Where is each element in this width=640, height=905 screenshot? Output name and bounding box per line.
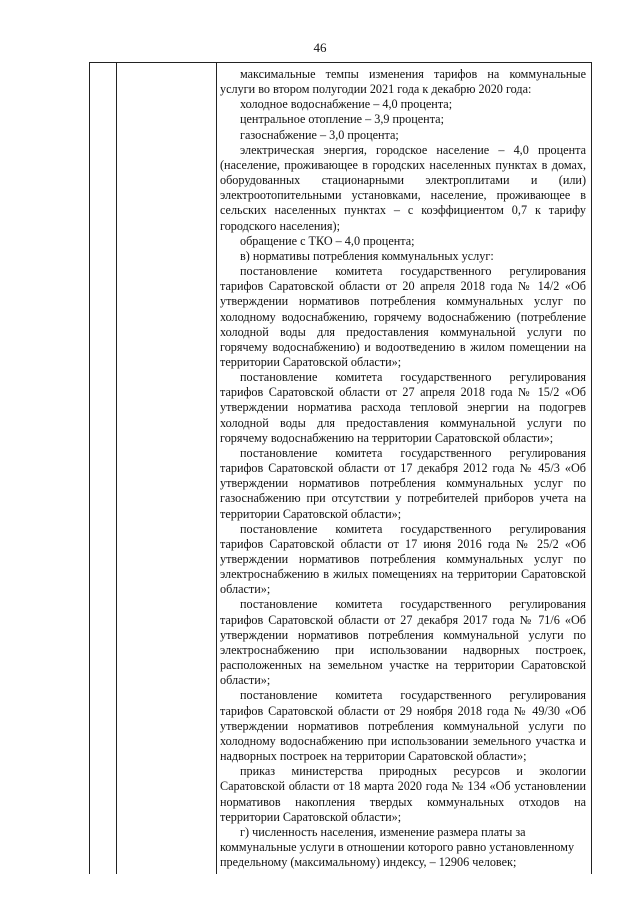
paragraph: в) нормативы потребления коммунальных услуг: bbox=[240, 248, 494, 263]
paragraph: постановление комитета государственного регулирования тарифов Саратовской области от 20 апреля 2018 года № 14/2 «Об утверждении нормативов потребления коммунальных услуг по холодному водоснабжению, горячему водоснабжению (потребление холодной воды для предоставления коммунальной услуги по горячему водоснабжению) и водоотведению в жилом помещении на территории Саратовской области»; bbox=[220, 264, 586, 369]
paragraph: газоснабжение – 3,0 процента; bbox=[240, 127, 399, 142]
paragraph: г) численность населения, изменение размера платы за коммунальные услуги в отношении которого равно установленному предельному (максимальному) индексу, – 12906 человек; bbox=[220, 824, 575, 870]
paragraph: постановление комитета государственного регулирования тарифов Саратовской области от 17 июня 2016 года № 25/2 «Об утверждении нормативов потребления коммунальных услуг по электроснабжению в жилых помещениях на территории Саратовской области»; bbox=[220, 521, 586, 597]
table-column-divider bbox=[116, 63, 117, 874]
paragraph: постановление комитета государственного регулирования тарифов Саратовской области от 17 декабря 2012 года № 45/3 «Об утверждении нормативов потребления коммунальных услуг по газоснабжению при отсутствии у потребителей приборов учета на территории Саратовской области»; bbox=[220, 445, 586, 521]
paragraph: центральное отопление – 3,9 процента; bbox=[240, 112, 444, 127]
paragraph: максимальные темпы изменения тарифов на коммунальные услуги во втором полугодии 2021 года к декабрю 2020 года: bbox=[220, 67, 586, 97]
table-column-divider bbox=[216, 63, 217, 874]
paragraph: холодное водоснабжение – 4,0 процента; bbox=[240, 97, 453, 112]
paragraph: постановление комитета государственного регулирования тарифов Саратовской области от 27 апреля 2018 года № 15/2 «Об утверждении норматива расхода тепловой энергии на подогрев холодной воды для предоставления коммунальной услуги по горячему водоснабжению на территории Саратовской области»; bbox=[220, 370, 586, 445]
paragraph: постановление комитета государственного регулирования тарифов Саратовской области от 29 ноября 2018 года № 49/30 «Об утверждении нормативов потребления коммунальной услуги по холодному водоснабжению при использовании земельного участка и надворных построек на территории Саратовской области»; bbox=[220, 688, 586, 764]
table-cell-text bbox=[220, 67, 586, 870]
paragraph: приказ министерства природных ресурсов и экологии Саратовской области от 18 марта 2020 года № 134 «Об установлении нормативов накопления твердых коммунальных отходов на территории Саратовской области»; bbox=[220, 764, 586, 824]
paragraph: обращение с ТКО – 4,0 процента; bbox=[240, 233, 415, 248]
paragraph: электрическая энергия, городское население – 4,0 процента (население, проживающее в городских населенных пунктах в домах, оборудованных стационарными электроплитами и (или) электроотопительными установками, население, проживающее в сельских населенных пунктах – с коэффициентом 0,7 к тарифу городского населения); bbox=[220, 142, 586, 233]
page-number: 46 bbox=[313, 40, 327, 55]
paragraph: постановление комитета государственного регулирования тарифов Саратовской области от 27 декабря 2017 года № 71/6 «Об утверждении нормативов потребления коммунальной услуги по электроснабжению при использовании надворных построек, расположенных на земельном участке на территории Саратовской области»; bbox=[220, 597, 586, 688]
